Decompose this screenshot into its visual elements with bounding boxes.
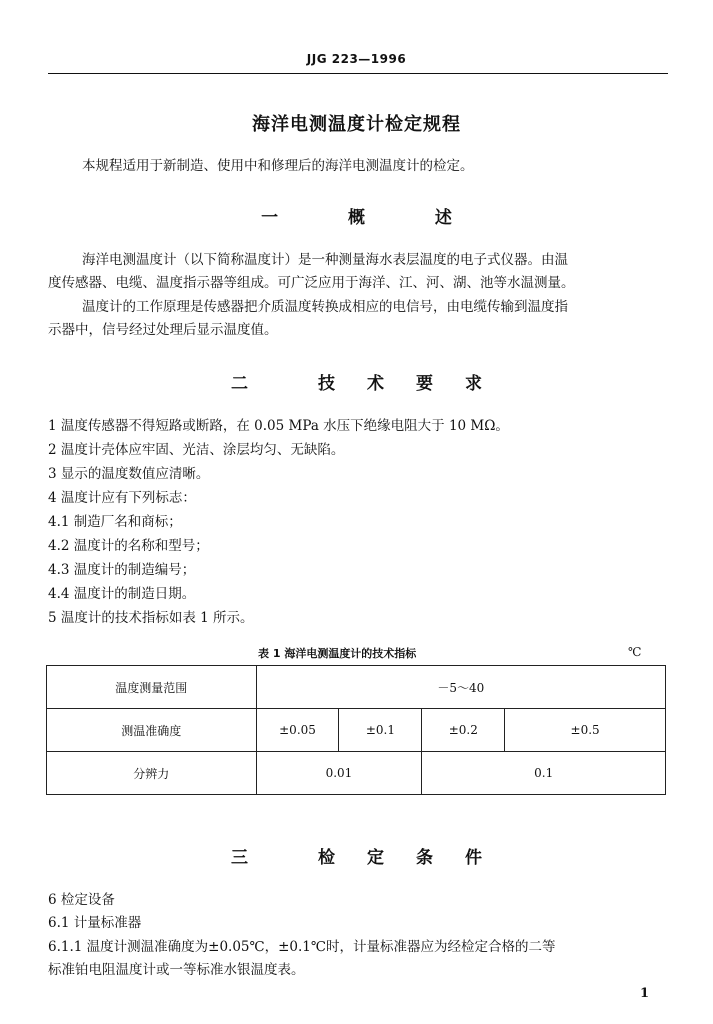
table-row xyxy=(47,709,666,752)
condition-clause-line2: 标准铂电阻温度计或一等标准水银温度表。 xyxy=(48,962,305,978)
intro-paragraph: 本规程适用于新制造、使用中和修理后的海洋电测温度计的检定。 xyxy=(82,158,474,174)
requirement-item: 1 温度传感器不得短路或断路，在 0.05 MPa 水压下绝缘电阻大于 10 MΩ。 xyxy=(48,418,509,434)
requirement-item: 5 温度计的技术指标如表 1 所示。 xyxy=(48,610,254,626)
page-title: 海洋电测温度计检定规程 xyxy=(252,114,461,135)
overview-p1-line2: 度传感器、电缆、温度指示器等组成。可广泛应用于海洋、江、河、湖、池等水温测量。 xyxy=(48,275,575,291)
requirement-subitem: 4.1 制造厂名和商标； xyxy=(48,514,182,530)
resolution-value: 0.01 xyxy=(256,752,422,795)
section-heading-requirements: 二 技术要求 xyxy=(231,374,514,394)
accuracy-value: ±0.1 xyxy=(339,709,422,752)
accuracy-value: ±0.2 xyxy=(422,709,505,752)
requirement-subitem: 4.2 温度计的名称和型号； xyxy=(48,538,209,554)
condition-subitem: 6.1 计量标准器 xyxy=(48,915,142,931)
header-rule xyxy=(48,73,668,74)
table-unit: ℃ xyxy=(628,645,642,659)
table-caption: 表 1 海洋电测温度计的技术指标 xyxy=(258,647,417,660)
accuracy-value: ±0.5 xyxy=(505,709,666,752)
requirement-subitem: 4.4 温度计的制造日期。 xyxy=(48,586,196,602)
overview-p2-line1: 温度计的工作原理是传感器把介质温度转换成相应的电信号，由电缆传输到温度指 xyxy=(82,299,568,315)
requirement-subitem: 4.3 温度计的制造编号； xyxy=(48,562,196,578)
document-code: JJG 223—1996 xyxy=(306,52,407,66)
page-number: 1 xyxy=(640,986,650,1001)
resolution-label: 分辨力 xyxy=(47,752,257,795)
section-heading-conditions: 三 检定条件 xyxy=(231,848,514,868)
accuracy-value: ±0.05 xyxy=(256,709,339,752)
spec-table xyxy=(46,665,666,795)
table-row xyxy=(47,752,666,795)
requirement-item: 4 温度计应有下列标志： xyxy=(48,490,196,506)
table-row xyxy=(47,666,666,709)
overview-p1-line1: 海洋电测温度计（以下简称温度计）是一种测量海水表层温度的电子式仪器。由温 xyxy=(82,252,568,268)
requirement-item: 2 温度计壳体应牢固、光洁、涂层均匀、无缺陷。 xyxy=(48,442,345,458)
section-heading-overview: 一 概 述 xyxy=(261,208,484,228)
range-value: －5～40 xyxy=(256,666,665,709)
resolution-value: 0.1 xyxy=(422,752,666,795)
condition-item: 6 检定设备 xyxy=(48,892,115,908)
range-label: 温度测量范围 xyxy=(47,666,257,709)
requirement-item: 3 显示的温度数值应清晰。 xyxy=(48,466,210,482)
accuracy-label: 测温准确度 xyxy=(47,709,257,752)
condition-clause-line1: 6.1.1 温度计测温准确度为±0.05℃，±0.1℃时，计量标准器应为经检定合格的二等 xyxy=(48,939,556,955)
overview-p2-line2: 示器中，信号经过处理后显示温度值。 xyxy=(48,322,278,338)
